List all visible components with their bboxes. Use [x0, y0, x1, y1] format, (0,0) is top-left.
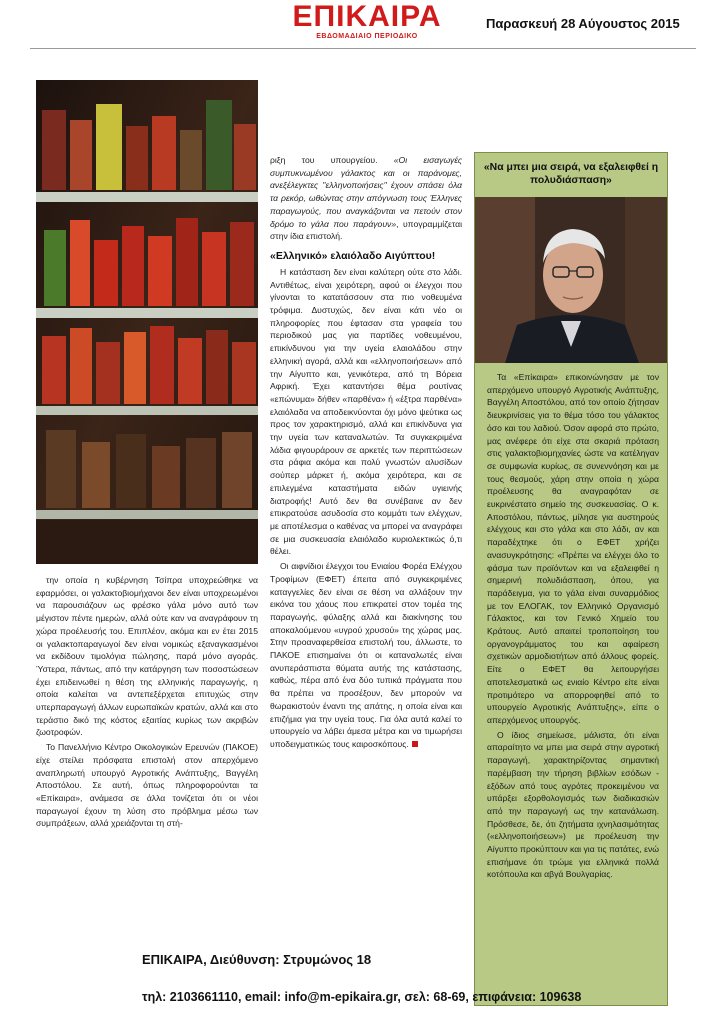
lead-quote: «Οι εισαγωγές συμπυκνωμένου γάλακτος και οι παράνομες, ανεξέλεγκτες "ελληνοποιήσεις" έχουν σπάσει όλα τα ρεκόρ, ωθώντας στην απόγνωση τους Έλληνες παραγωγούς, που αναγκάζονται να πετούν στον δρόμο το γάλα που παράγουν» [270, 155, 463, 229]
footer-address: ΕΠΙΚΑΙΡΑ, Διεύθυνση: Στρυμώνος 18 [142, 952, 372, 967]
article [36, 74, 668, 944]
paragraph: Η κατάσταση δεν είναι καλύτερη ούτε στο λάδι. Αντιθέτως, είναι χειρότερη, αφού οι έλεγχοι που γίνονται το κατατάσσουν στα πιο νοθευμένα τρόφιμα. Δυστυχώς, δεν είναι κάτι νέο οι πληροφορίες που έφτασαν στα γραφεία του περιοδικού μας για παρτίδες νοθευμένου, επικίνδυνου για την υγεία ελαιολάδου στην ελληνική αγορά, αλλά και «ελληνοποιήσεων» από την Αίγυπτο και, γενικότερα, από τη Βόρεια Αφρική. Έχει καταντήσει θέμα ρουτίνας «επώνυμα» δήθεν «παρθένα» ή «έξτρα παρθένα» ελαιόλαδα να αποδεικνύονται όχι μόνο ψεύτικα ως προς τον χαρακτηρισμό, αλλά και επικίνδυνα για την υγεία των καταναλωτών. Τα συγκεκριμένα λάδια φιγουράρουν σε αρκετές των περιπτώσεων στα ράφια ακόμα και πολύ γνωστών αλυσίδων σούπερ μάρκετ ή, ακόμα χειρότερα, και σε επιλεγμένα καταστήματα ειδών υγιεινής διατροφής! Αυτό δεν θα συνέβαινε αν δεν επικρατούσε ασυδοσία στο κομμάτι των ελέγχων, με αποτέλεσμα ο καθένας να μπορεί να αναγράφει σε μια συσκευασία ελαιόλαδο κυριολεκτικώς ό,τι θέλει. [270, 266, 462, 557]
article-column-1 [36, 574, 258, 830]
paragraph: Το Πανελλήνιο Κέντρο Οικολογικών Ερευνών (ΠΑΚΟΕ) είχε στείλει πρόσφατα επιστολή στον απερχόμενο αναπληρωτή υπουργό Αγροτικής Ανάπτυξης, Βαγγέλη Αποστόλου. Σε αυτή, όπως πληροφορούνται τα «Επίκαιρα», ανάμεσα σε άλλα τονίζεται ότι οι νέοι παραγωγοί έχουν τη λύση στο πρόβλημα μέσω των συμπράξεων, αλλά χρειάζονται τη στή- [36, 742, 258, 829]
masthead [0, 0, 724, 52]
paragraph: Τα «Επίκαιρα» επικοινώνησαν με τον απερχόμενο υπουργό Αγροτικής Ανάπτυξης, Βαγγέλη Αποστόλου, από τον οποίο ζήτησαν διευκρινίσεις για το θέμα τόσο του γάλακτος όσο και του λαδιού. Όσον αφορά στο πρώτο, μας ανέφερε ότι είχε στα σκαριά πρόταση στις γαλακτοβιομηχανίες ώστε να κατέληγαν σε συμφωνία κυρίως, σε συνεννόηση και με τους θεσμούς, χάρη στην οποία η χώρα προέλευσης θα αναγραφόταν σε ευκρινέστατο σημείο της συσκευασίας. Ο κ. Αποστόλου, πάντως, μίλησε για αυστηρούς ελέγχους και στο γάλα και στο λάδι, αν και παραδέχτηκε ότι ο ΕΦΕΤ χρήζει ανασυγκρότησης: «Πρέπει να ελέγχει όλο το φάσμα των προϊόντων και να εξαλειφθεί η σημερινή πολυδιάσπαση, όπου, για παράδειγμα, για το γάλα είναι συναρμόδιος με τον ΕΛΟΓΑΚ, τον Ελληνικό Οργανισμό Γάλακτος, και τον Γενικό Χημείο του Κράτους. Αυτό απαιτεί τροποποίηση του οργανογράμματος του και αφαίρεση σχετικών αρμοδιοτήτων από άλλους φορείς. Είτε ο ΕΦΕΤ θα λειτουργήσει αποτελεσματικά ως ενιαίο Κέντρο είτε είναι προτιμότερο να απορροφηθεί από το υπουργείο Αγροτικής Ανάπτυξης», είπε ο απερχόμενος υπουργός. [487, 372, 659, 725]
supermarket-shelf-photo [36, 80, 258, 564]
section-subheading: «Ελληνικό» ελαιόλαδο Αιγύπτου! [270, 249, 436, 262]
end-of-article-mark [412, 741, 418, 747]
lead-paragraph [270, 154, 462, 243]
sidebar-headline: «Να μπει μια σειρά, να εξαλειφθεί η πολυδιάσπαση» [483, 162, 659, 186]
portrait-image [475, 197, 667, 363]
paragraph: Ο ίδιος σημείωσε, μάλιστα, ότι είναι απαραίτητο να μπει μια σειρά στην αγροτική παραγωγή, χαρακτηρίζοντας σημαντική παρέμβαση την τήρηση βιβλίων εσόδων - εξόδων από τους αγρότες προκειμένου να υπάρξει εξορθολογισμός των διαδικασιών από την παραγωγή ως την κατανάλωση. Πρόσθεσε, δε, ότι ζητήματα ιχνηλασιμότητας («ελληνοποιήσεων») με προέλευση την Αίγυπτο προκύπτουν και για τις πατάτες, ενώ επισήμανε ότι τρώμε για ελληνικά πολλά κοτόπουλα και αβγά Βουλγαρίας. [487, 729, 659, 880]
article-column-2 [270, 154, 462, 751]
footer-contact: τηλ: 2103661110, email: info@m-epikaira.gr, σελ: 68-69, επιφάνεια: 109638 [142, 990, 582, 1004]
paragraph: την οποία η κυβέρνηση Τσίπρα υποχρεώθηκε να εφαρμόσει, οι γαλακτοβιομήχανοι δεν είναι υποχρεωμένοι να παρουσιάζουν ως φρέσκο γάλα μόνο αυτό των μέγιστον πέντε ημερών, αλλά ούτε καν να αναγράφουν τη χώρα προέλευσής του. Επιπλέον, ακόμα και εν έτει 2015 οι γαλακτοπαραγωγοί δεν είναι νομικώς εξαναγκασμένοι να εκδίδουν τιμολόγια πώλησης, παρά μόνο αγοράς. Ύστερα, πάντως, από την κατάργηση των ποσοστώσεων έχει επιδεινωθεί η θέση της ελληνικής παραγωγής, η οποία καλείται να αντεπεξέρχεται επιτυχώς στην υπερπαραγωγή άλλων ευρωπαϊκών κρατών, αλλά και στο τεράστιο δικό της κόστος εξαιτίας κυρίως των ακριβών ζωοτροφών. [36, 575, 258, 738]
paragraph-last [270, 560, 462, 751]
shelf-image [36, 80, 258, 564]
publication-logo [282, 2, 452, 40]
logo-wordmark: ΕΠΙΚΑΙΡΑ [292, 0, 442, 33]
header-divider [30, 48, 696, 49]
logo-subtitle: ΕΒΔΟΜΑΔΙΑΙΟ ΠΕΡΙΟΔΙΚΟ [316, 33, 418, 40]
lead-text: ριξη του υπουργείου. [270, 155, 378, 165]
paragraph-text: Οι αιφνίδιοι έλεγχοι του Ενιαίου Φορέα Ελέγχου Τροφίμων (ΕΦΕΤ) έπειτα από συγκεκριμένες καταγγελίες δεν είναι σε θέση να αλλάξουν την εικόνα του χάους που επικρατεί στον τομέα της παραγωγής, φύλαξης αλλά και διακίνησης του αποκαλούμενου «υγρού χρυσού» της χώρας μας. Στην προαναφερθείσα επιστολή του, άλλωστε, το ΠΑΚΟΕ επισημαίνει ότι οι καταναλωτές είναι ανυπεράσπιστα θύματα αυτής της κατάστασης, καθώς, πέρα από ένα δύο τυπικά πράγματα που θα πρέπει να προσέξουν, δεν μπορούν να θωρακιστούν έναντι της απάτης, η οποία είναι και επιζήμια για την υγεία τους. Για όλα αυτά καλεί το υπουργείο να λάβει άμεσα μέτρα και να τιμωρήσει υποδειγματικώς τους καιροσκόπους. [270, 561, 462, 749]
interview-sidebar [474, 152, 668, 1006]
minister-portrait-photo [475, 197, 667, 363]
sidebar-body [487, 371, 659, 881]
lead-tail: , υπογραμμίζεται στην ίδια επιστολή. [270, 218, 462, 242]
issue-date: Παρασκευή 28 Αύγουστος 2015 [486, 16, 680, 31]
